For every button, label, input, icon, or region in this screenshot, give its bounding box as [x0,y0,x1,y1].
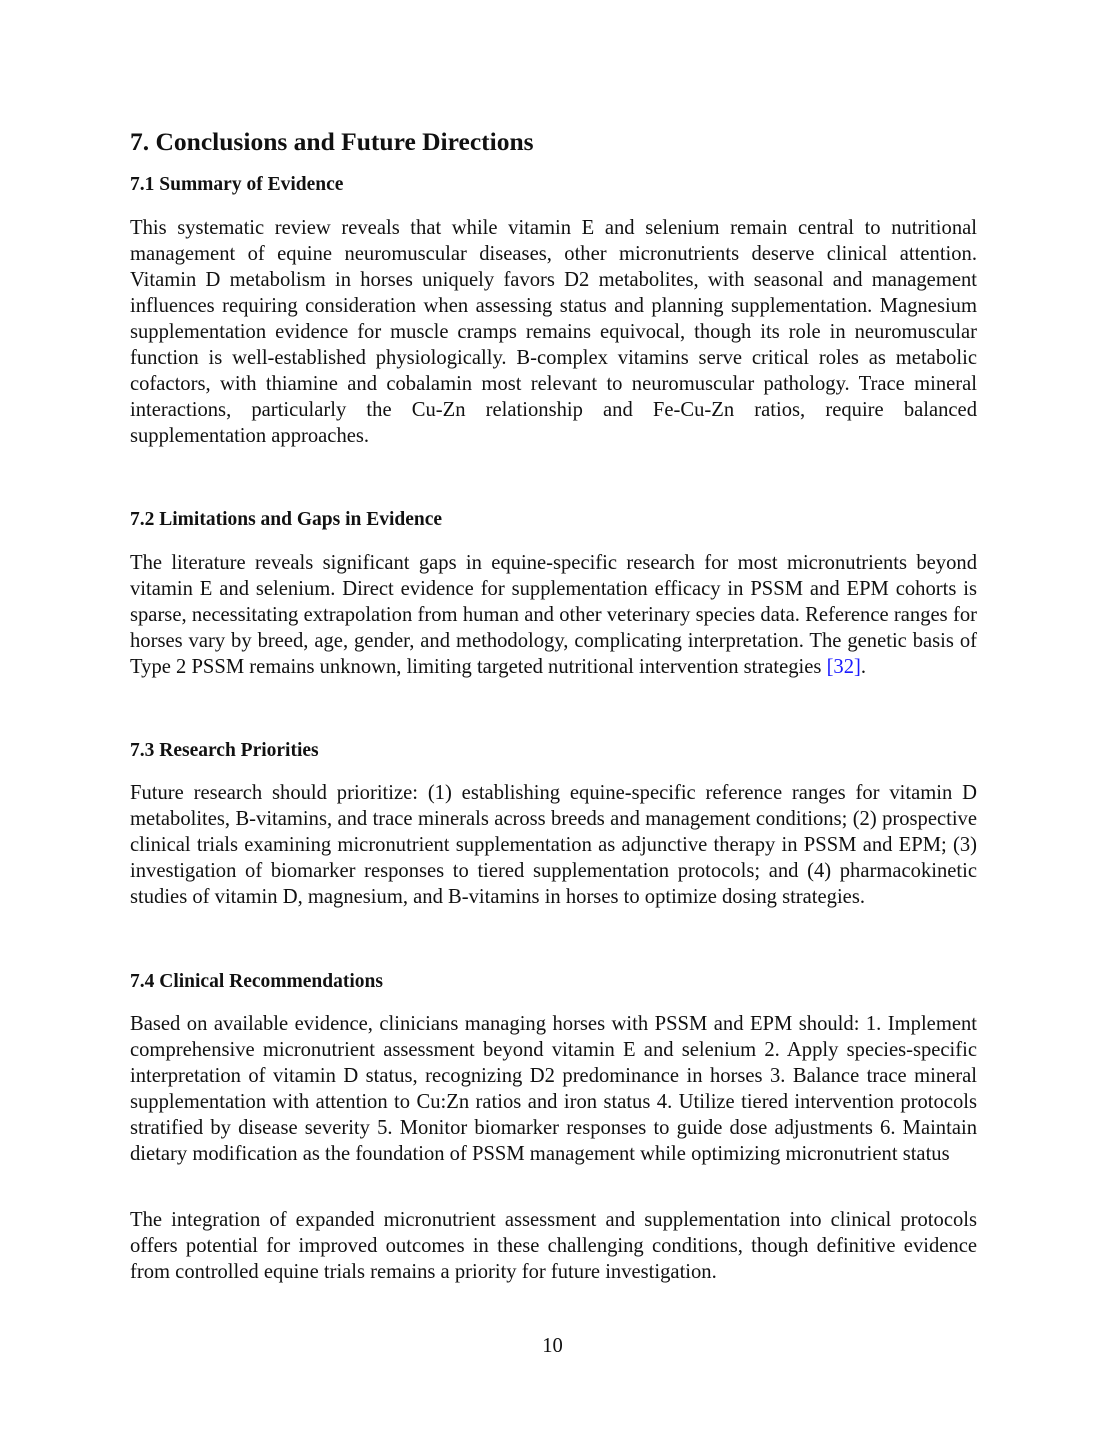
subsection-heading-summary: 7.1 Summary of Evidence [130,174,344,195]
subsection-heading-clinical-recommendations: 7.4 Clinical Recommendations [130,971,383,992]
paragraph-research-priorities: Future research should prioritize: (1) establishing equine-specific reference ranges for vitamin D metabolites, B-vitamins, and trace minerals across breeds and management conditions; (2) prospective clinical trials examining micronutrient supplementation as adjunctive therapy in PSSM and EPM; (3) investigation of biomarker responses to tiered supplementation protocols; and (4) pharmacokinetic studies of vitamin D, magnesium, and B-vitamins in horses to optimize dosing strategies. [130,782,977,908]
citation-suffix: . [860,656,867,678]
page-number: 10 [542,1335,563,1357]
subsection-heading-research-priorities: 7.3 Research Priorities [130,740,319,761]
paragraph-closing: The integration of expanded micronutrient assessment and supplementation into clinical protocols offers potential for improved outcomes in these challenging conditions, though definitive evidence from controlled equine trials remains a priority for future investigation. [130,1209,977,1283]
paragraph-limitations [130,550,977,680]
section-title: 7. Conclusions and Future Directions [130,127,534,156]
citation-link[interactable]: [32] [826,656,861,678]
paragraph-clinical-recommendations: Based on available evidence, clinicians managing horses with PSSM and EPM should: 1. Implement comprehensive micronutrient assessment beyond vitamin E and selenium 2. Apply species-specific interpretation of vitamin D status, recognizing D2 predominance in horses 3. Balance trace mineral supplementation with attention to Cu:Zn ratios and iron status 4. Utilize tiered intervention protocols stratified by disease severity 5. Monitor biomarker responses to guide dose adjustments 6. Maintain dietary modification as the foundation of PSSM management while optimizing micronutrient status [130,1013,977,1165]
paragraph-summary: This systematic review reveals that while vitamin E and selenium remain central to nutritional management of equine neuromuscular diseases, other micronutrients deserve clinical attention. Vitamin D metabolism in horses uniquely favors D2 metabolites, with seasonal and management influences requiring consideration when assessing status and planning supplementation. Magnesium supplementation evidence for muscle cramps remains equivocal, though its role in neuromuscular function is well-established physiologically. B-complex vitamins serve critical roles as metabolic cofactors, with thiamine and cobalamin most relevant to neuromuscular pathology. Trace mineral interactions, particularly the Cu-Zn relationship and Fe-Cu-Zn ratios, require balanced supplementation approaches. [130,217,977,447]
subsection-heading-limitations: 7.2 Limitations and Gaps in Evidence [130,509,443,530]
paragraph-limitations-text: The literature reveals significant gaps in equine-specific research for most micronutrients beyond vitamin E and selenium. Direct evidence for supplementation efficacy in PSSM and EPM cohorts is sparse, necessitating extrapolation from human and other veterinary species data. Reference ranges for horses vary by breed, age, gender, and methodology, complicating interpretation. The genetic basis of Type 2 PSSM remains unknown, limiting targeted nutritional intervention strategies [130,552,977,678]
